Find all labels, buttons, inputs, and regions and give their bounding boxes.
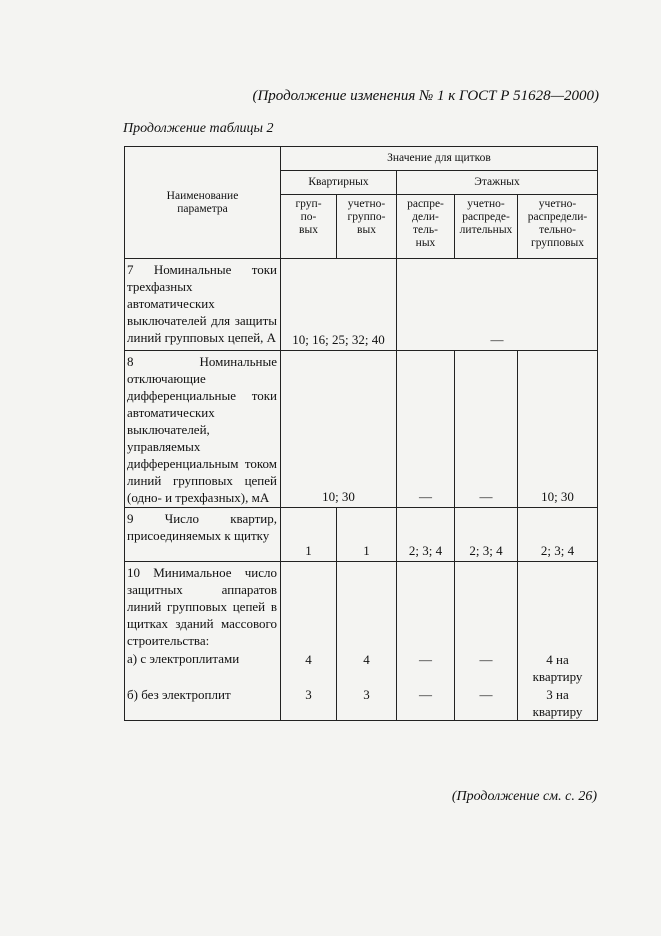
row10a-label: а) с электроплитами xyxy=(125,650,281,685)
row8-v3: — xyxy=(397,351,455,508)
row10b-label: б) без электроплит xyxy=(125,685,281,721)
col-header-group: груп- по- вых xyxy=(281,195,337,259)
row10-param: 10 Минимальное число защитных аппаратов линий групповых цепей в щитках зданий массового строительства: xyxy=(125,562,281,651)
col-header-metering-distribution-group: учетно- распредели- тельно- групповых xyxy=(518,195,598,259)
page-header: (Продолжение изменения № 1 к ГОСТ Р 51628—2000) xyxy=(252,88,599,104)
parameters-table xyxy=(124,146,598,721)
group-apartment-header: Квартирных xyxy=(281,171,397,195)
row8-param: 8 Номинальные отключающие дифференциальные токи автоматических выключателей, управляемых дифференциальным током линий групповых цепей (одно- и трехфазных), мА xyxy=(125,351,281,508)
row9-v5: 2; 3; 4 xyxy=(518,508,598,562)
param-header: Наименование параметра xyxy=(125,147,281,259)
row7-param: 7 Номинальные токи трехфазных автоматических выключателей для защиты линий групповых цепей, А xyxy=(125,259,281,351)
row8-v4: — xyxy=(455,351,518,508)
row10a-v4: — xyxy=(455,650,518,685)
value-header: Значение для щитков xyxy=(281,147,598,171)
row7-apartment-value: 10; 16; 25; 32; 40 xyxy=(281,259,397,351)
col-header-distribution: распре- дели- тель- ных xyxy=(397,195,455,259)
page-footer: (Продолжение см. с. 26) xyxy=(451,789,597,804)
row10b-v5: 3 на квартиру xyxy=(518,685,598,721)
table-row xyxy=(125,650,598,685)
row10b-v2: 3 xyxy=(337,685,397,721)
row10a-v3: — xyxy=(397,650,455,685)
row7-floor-value: — xyxy=(397,259,598,351)
table-row xyxy=(125,562,598,651)
row10b-v1: 3 xyxy=(281,685,337,721)
row10a-v2: 4 xyxy=(337,650,397,685)
row9-v3: 2; 3; 4 xyxy=(397,508,455,562)
col-header-metering-group: учетно- группо- вых xyxy=(337,195,397,259)
table-row xyxy=(125,351,598,508)
col-header-metering-distribution: учетно- распреде- лительных xyxy=(455,195,518,259)
table-caption: Продолжение таблицы 2 xyxy=(123,121,274,136)
group-floor-header: Этажных xyxy=(397,171,598,195)
row10a-v5: 4 на квартиру xyxy=(518,650,598,685)
row10b-v4: — xyxy=(455,685,518,721)
row10-blank xyxy=(337,562,397,651)
row9-v4: 2; 3; 4 xyxy=(455,508,518,562)
row9-param: 9 Число квартир, присоединяемых к щитку xyxy=(125,508,281,562)
row10-blank xyxy=(397,562,455,651)
row8-apartment-value: 10; 30 xyxy=(281,351,397,508)
row9-v2: 1 xyxy=(337,508,397,562)
row8-v5: 10; 30 xyxy=(518,351,598,508)
row10b-v3: — xyxy=(397,685,455,721)
row9-v1: 1 xyxy=(281,508,337,562)
table-row xyxy=(125,259,598,351)
row10-blank xyxy=(455,562,518,651)
row10a-v1: 4 xyxy=(281,650,337,685)
table-row xyxy=(125,685,598,721)
table-row xyxy=(125,508,598,562)
row10-blank xyxy=(281,562,337,651)
row10-blank xyxy=(518,562,598,651)
